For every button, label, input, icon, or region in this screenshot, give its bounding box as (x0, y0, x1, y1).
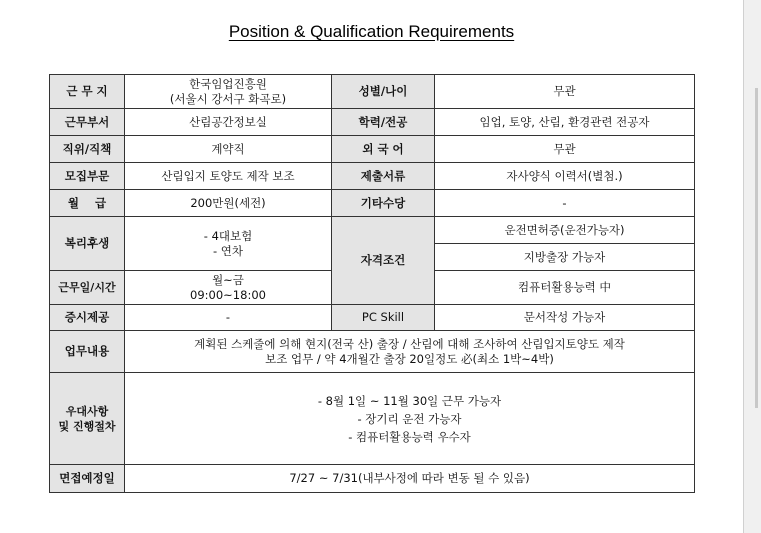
table-row (50, 305, 695, 331)
preference-label-line1: 우대사항 (65, 404, 109, 418)
scrollbar-thumb[interactable] (755, 88, 758, 408)
position-label: 직위/직책 (50, 136, 125, 163)
salary-value: 200만원(세전) (125, 190, 332, 217)
preference-value (125, 373, 695, 465)
education-value: 임업, 토양, 산림, 환경관련 전공자 (435, 109, 695, 136)
qualification-label: 자격조건 (332, 217, 435, 305)
table-row (50, 75, 695, 109)
welfare-value-line1: - 4대보험 (203, 228, 253, 243)
recruit-field-label: 모집부문 (50, 163, 125, 190)
table-row (50, 217, 695, 244)
preference-label (50, 373, 125, 465)
pc-skill-label: PC Skill (332, 305, 435, 331)
recruit-field-value: 산림입지 토양도 제작 보조 (125, 163, 332, 190)
qualification-item-1: 운전면허증(운전가능자) (435, 217, 695, 244)
allowance-value: - (435, 190, 695, 217)
education-label: 학력/전공 (332, 109, 435, 136)
table-row (50, 373, 695, 465)
page-title: Position & Qualification Requirements (228, 22, 515, 41)
table-row (50, 331, 695, 373)
work-hours-label: 근무일/시간 (50, 271, 125, 305)
language-label: 외 국 어 (332, 136, 435, 163)
work-hours-days: 월~금 (212, 272, 244, 287)
interview-label: 면접예정일 (50, 465, 125, 493)
table-row (50, 163, 695, 190)
table-row (50, 109, 695, 136)
gender-age-value: 무관 (435, 75, 695, 109)
location-value-line2: (서울시 강서구 화곡로) (169, 91, 287, 106)
duties-line2: 보조 업무 / 약 4개월간 출장 20일정도 必(최소 1박~4박) (265, 351, 554, 366)
preference-item-1: - 8월 1일 ~ 11월 30일 근무 가능자 (317, 393, 502, 408)
allowance-label: 기타수당 (332, 190, 435, 217)
duties-line1: 계획된 스케줄에 의해 현지(전국 산) 출장 / 산림에 대해 조사하여 산림입지토양도 제작 (194, 336, 625, 351)
department-value: 산림공간정보실 (125, 109, 332, 136)
documents-value: 자사양식 이력서(별첨.) (435, 163, 695, 190)
welfare-value (125, 217, 332, 271)
table-row (50, 190, 695, 217)
location-label: 근 무 지 (50, 75, 125, 109)
preference-item-3: - 컴퓨터활용능력 우수자 (348, 429, 471, 444)
preference-item-2: - 장기리 운전 가능자 (357, 411, 462, 426)
interview-value: 7/27 ~ 7/31(내부사정에 따라 변동 될 수 있음) (125, 465, 695, 493)
duties-value (125, 331, 695, 373)
pc-skill-value: 문서작성 가능자 (435, 305, 695, 331)
qualification-item-2: 지방출장 가능자 (435, 244, 695, 271)
documents-label: 제출서류 (332, 163, 435, 190)
position-value: 계약직 (125, 136, 332, 163)
certificate-value: - (125, 305, 332, 331)
scrollbar-track[interactable] (743, 0, 761, 533)
welfare-label: 복리후생 (50, 217, 125, 271)
welfare-value-line2: - 연차 (212, 243, 244, 258)
table-row (50, 136, 695, 163)
certificate-label: 증시제공 (50, 305, 125, 331)
language-value: 무관 (435, 136, 695, 163)
work-hours-time: 09:00~18:00 (190, 287, 266, 302)
duties-label: 업무내용 (50, 331, 125, 373)
requirements-table (49, 74, 695, 493)
gender-age-label: 성별/나이 (332, 75, 435, 109)
work-hours-value (125, 271, 332, 305)
department-label: 근무부서 (50, 109, 125, 136)
salary-label: 월 급 (50, 190, 125, 217)
qualification-item-3: 컴퓨터활용능력 中 (435, 271, 695, 305)
table-row (50, 465, 695, 493)
location-value (125, 75, 332, 109)
location-value-line1: 한국임업진흥원 (189, 76, 267, 91)
preference-label-line2: 및 진행절차 (58, 419, 116, 433)
